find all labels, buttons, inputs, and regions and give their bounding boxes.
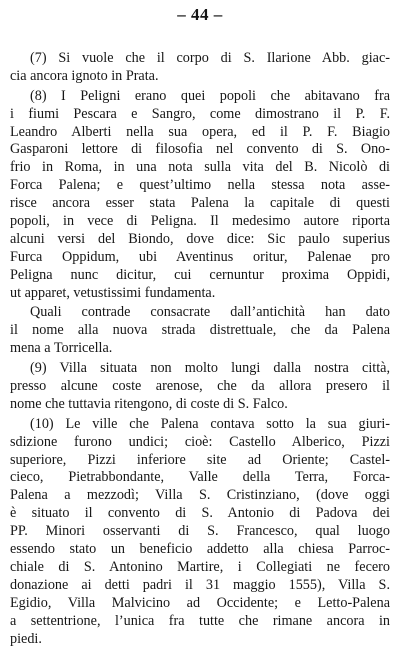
text-line: Forca Palena; e quest’ultimo nella stessa nota asse- [10, 177, 390, 194]
text-line: (7) Si vuole che il corpo di S. Ilarione Abb. giac- [30, 50, 390, 66]
footnote-paragraph [10, 360, 390, 414]
text-line: mena a Torricella. [10, 340, 113, 357]
text-line: Furca Oppidum, ubi Aventinus oritur, Palenae pro [10, 248, 390, 265]
text-line: sdizione furono undici; cioè: Castello Alberico, Pizzi [10, 433, 390, 450]
text-line: Peligna nunc dicitur, cui cernuntur proxima Oppidi, [10, 266, 390, 283]
footnote-paragraph [10, 50, 390, 86]
text-line: Gasparoni lettore di filosofia nel convento di S. Ono- [10, 141, 390, 158]
text-line: (10) Le ville che Palena contava sotto la sua giuri- [30, 415, 390, 432]
text-line: alcuni versi del Biondo, dove dice: Sic paulo superius [10, 230, 390, 247]
text-line: frio in Roma, in una nota sulla vita del B. Nicolò di [10, 159, 390, 176]
text-line: il nome alla nuova strada distrettuale, che da Palena [10, 322, 390, 339]
page-number: – 44 – [177, 5, 223, 24]
footnote-paragraph [10, 304, 390, 358]
text-line: nome che tuttavia ritengono, di coste di S. Falco. [10, 395, 288, 412]
text-line: piedi. [10, 630, 42, 647]
text-line: i fiumi Pescara e Sangro, come dimostrano il P. F. [10, 105, 390, 122]
text-line: (9) Villa situata non molto lungi dalla nostra città, [30, 360, 390, 377]
text-line: donazione ai detti padri il 31 maggio 1555), Villa S. [10, 576, 390, 593]
text-line: Palena a mezzodì; Villa S. Cristinziano, (dove oggi [10, 487, 390, 504]
text-line: chiale di S. Antonino Martire, i Collegiati ne fecero [10, 558, 390, 575]
text-line: essendo stato un beneficio addetto alla chiesa Parroc- [10, 541, 390, 558]
text-line: cia ancora ignoto in Prata. [10, 67, 159, 84]
text-line: Quali contrade consacrate dall’antichità han dato [30, 304, 390, 321]
footnotes-text [10, 50, 390, 648]
text-line: è situato il convento di S. Antonio di Padova dei [10, 505, 390, 522]
text-line: a settentrione, l’unica fra tutte che rimane ancora in [10, 612, 390, 629]
text-line: ut apparet, vetustissimi fundamenta. [10, 284, 216, 301]
text-line: presso alcune coste arenose, che da allora presero il [10, 378, 390, 395]
text-line: PP. Minori osservanti di S. Francesco, qual luogo [10, 523, 390, 540]
text-line: Leandro Alberti nella sua opera, ed il P. F. Biagio [10, 123, 390, 140]
text-line: Egidio, Villa Malvicino ad Occidente; e Letto-Palena [10, 594, 390, 611]
text-line: superiore, Pizzi inferiore site ad Oriente; Castel- [10, 451, 390, 468]
footnote-paragraph [10, 88, 390, 303]
text-line: risce ancora esser stata Palena la capitale di questi [10, 195, 390, 212]
footnote-paragraph [10, 416, 390, 649]
text-line: popoli, in vece di Peligna. Il medesimo autore riporta [10, 213, 390, 230]
text-line: (8) I Peligni erano quei popoli che abitavano fra [30, 87, 390, 104]
text-line: cieco, Pietrabbondante, Valle della Terra, Forca- [10, 469, 390, 486]
